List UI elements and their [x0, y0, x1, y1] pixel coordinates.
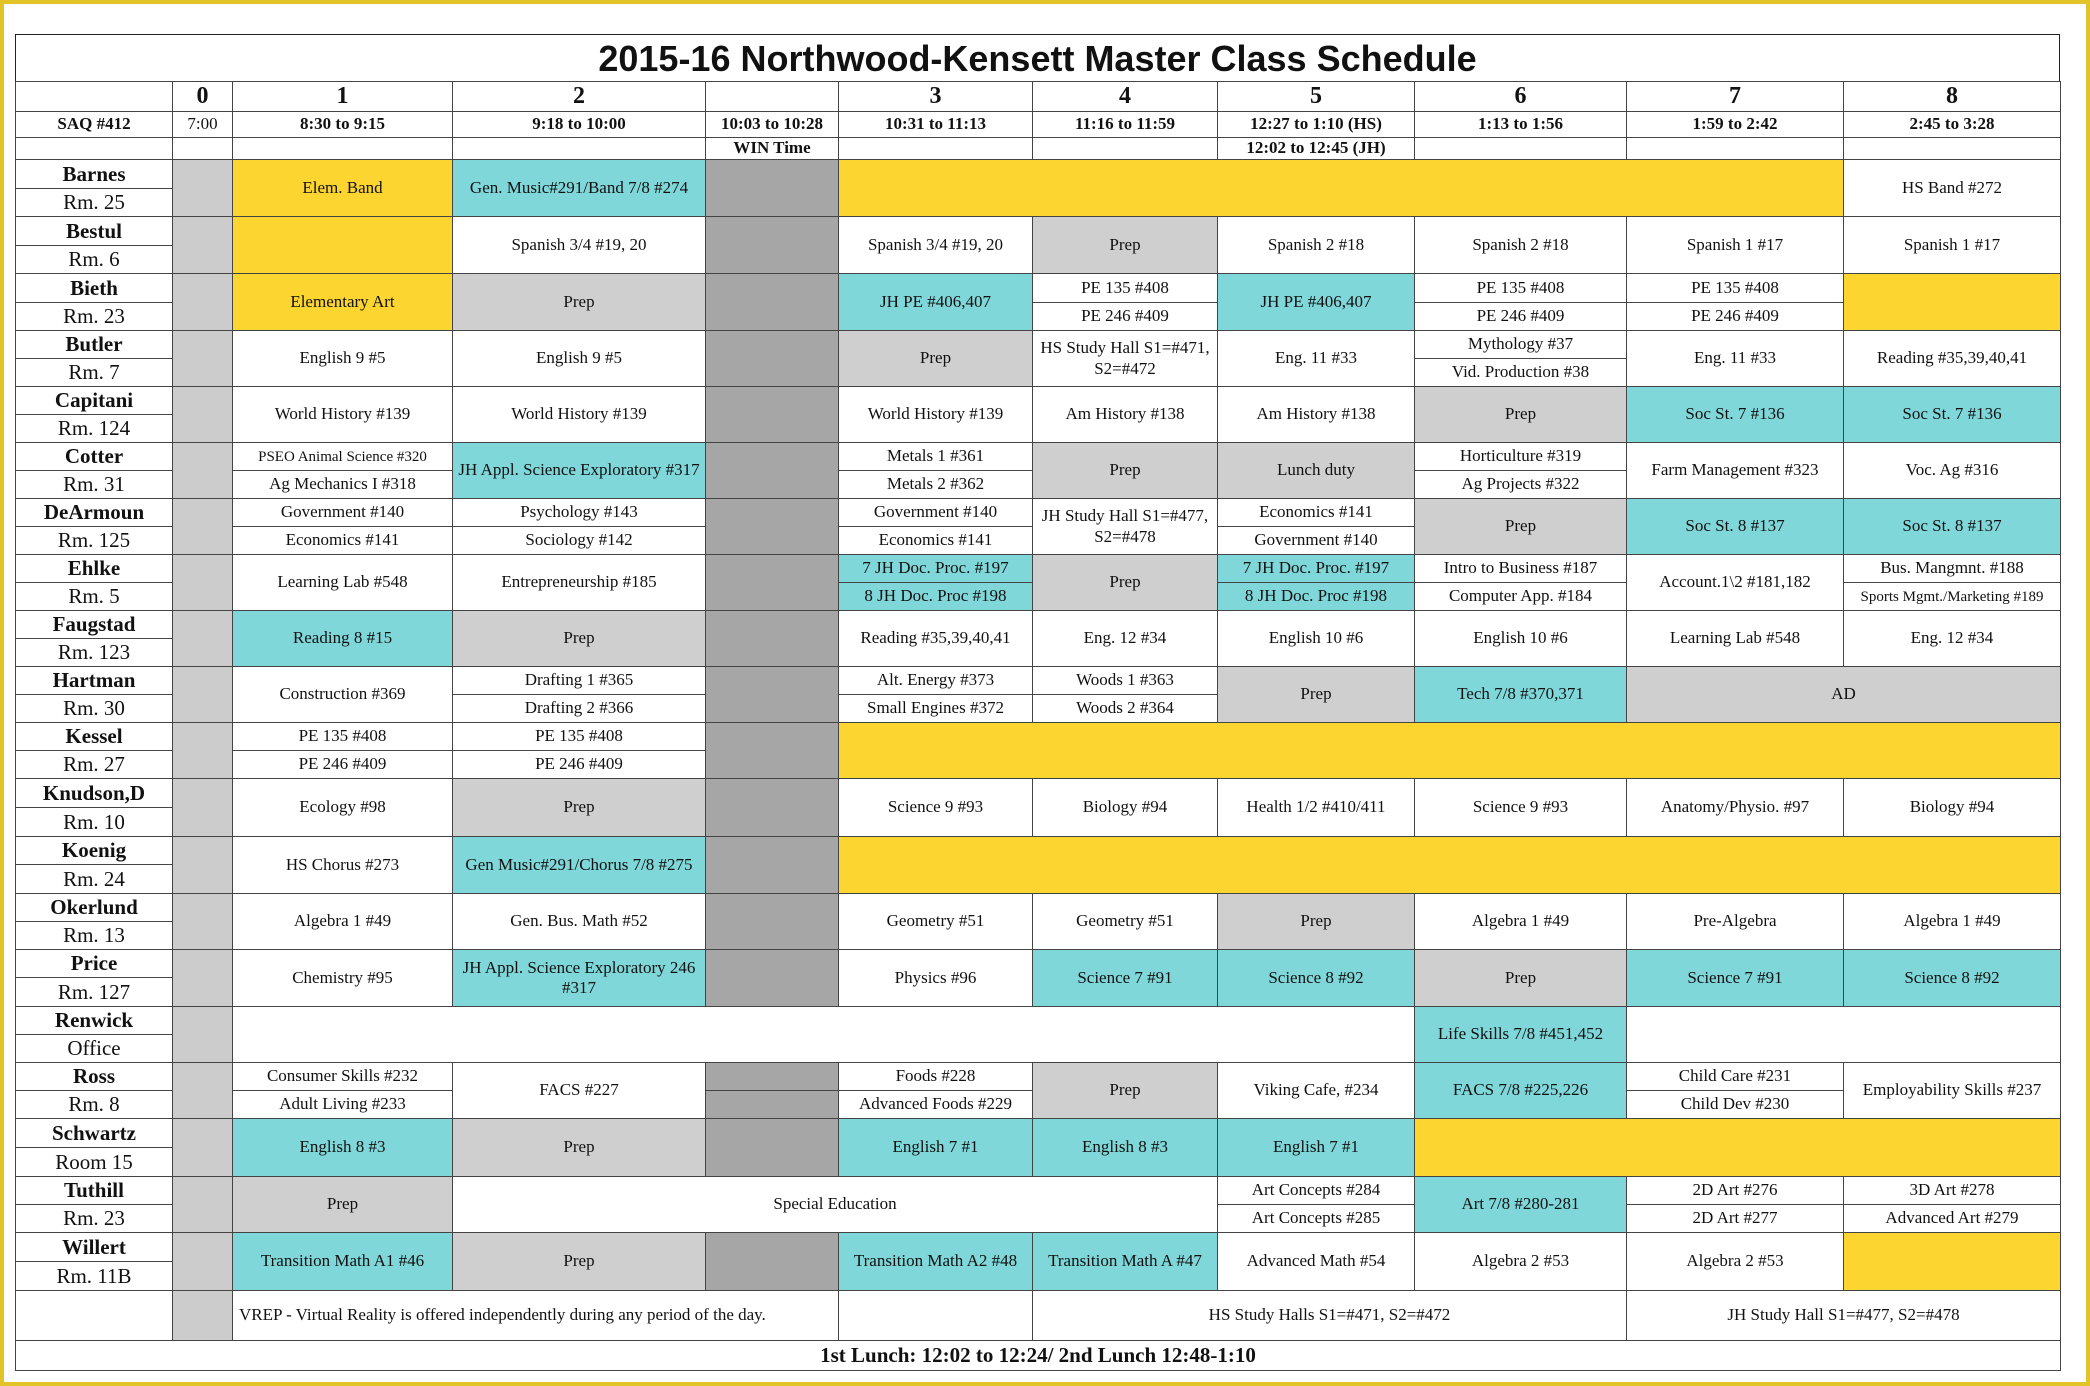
schedule-cell: English 10 #6	[1217, 610, 1415, 667]
schedule-cell: World History #139	[452, 386, 706, 443]
teacher-name: Price	[15, 949, 173, 978]
schedule-cell: Am History #138	[1217, 386, 1415, 443]
schedule-cell: JH Study Hall S1=#477, S2=#478	[1626, 1290, 2061, 1341]
schedule-cell: JH PE #406,407	[1217, 273, 1415, 331]
schedule-cell: English 7 #1	[1217, 1118, 1415, 1177]
schedule-cell: Lunch duty	[1217, 442, 1415, 499]
schedule-cell: HS Study Hall S1=#471, S2=#472	[1032, 330, 1218, 387]
schedule-cell: Ecology #98	[232, 778, 453, 837]
room-label: Room 15	[15, 1147, 173, 1177]
schedule-cell	[705, 778, 839, 837]
schedule-cell: Metals 2 #362	[838, 470, 1033, 499]
schedule-cell: 7:00	[172, 111, 233, 138]
room-label: Rm. 23	[15, 1204, 173, 1233]
schedule-cell: Algebra 1 #49	[232, 893, 453, 950]
schedule-cell	[705, 159, 839, 217]
teacher-name: Bestul	[15, 216, 173, 246]
schedule-cell	[705, 386, 839, 443]
schedule-cell: Government #140	[838, 498, 1033, 527]
schedule-cell	[705, 81, 839, 112]
period-number: 6	[1414, 81, 1627, 112]
period-time: 10:31 to 11:13	[838, 111, 1033, 138]
schedule-cell: Geometry #51	[1032, 893, 1218, 950]
schedule-cell: Special Education	[452, 1176, 1218, 1233]
schedule-cell: Prep	[232, 1176, 453, 1233]
schedule-cell: Geometry #51	[838, 893, 1033, 950]
period-time: 1:59 to 2:42	[1626, 111, 1844, 138]
schedule-cell	[1843, 137, 2061, 160]
room-label: Rm. 6	[15, 245, 173, 274]
teacher-name: Schwartz	[15, 1118, 173, 1148]
schedule-cell: Science 8 #92	[1217, 949, 1415, 1007]
schedule-cell	[172, 836, 233, 894]
schedule-cell: Prep	[452, 778, 706, 837]
schedule-cell: 3D Art #278	[1843, 1176, 2061, 1205]
schedule-cell: Art 7/8 #280-281	[1414, 1176, 1627, 1233]
schedule-cell: Chemistry #95	[232, 949, 453, 1007]
teacher-name: Butler	[15, 330, 173, 359]
schedule-cell: Soc St. 7 #136	[1626, 386, 1844, 443]
schedule-cell: Employability Skills #237	[1843, 1062, 2061, 1119]
schedule-cell: Spanish 1 #17	[1626, 216, 1844, 274]
period-time: 8:30 to 9:15	[232, 111, 453, 138]
teacher-name: Knudson,D	[15, 778, 173, 808]
schedule-cell	[172, 1176, 233, 1233]
schedule-cell: Biology #94	[1032, 778, 1218, 837]
room-label: Rm. 31	[15, 470, 173, 499]
schedule-cell: PE 246 #409	[232, 750, 453, 779]
schedule-cell	[1626, 1006, 2061, 1063]
schedule-cell	[172, 610, 233, 667]
period-number: 7	[1626, 81, 1844, 112]
room-label: Rm. 11B	[15, 1261, 173, 1291]
lunch-footer: 1st Lunch: 12:02 to 12:24/ 2nd Lunch 12:48-1:10	[15, 1340, 2061, 1371]
schedule-cell: Science 9 #93	[1414, 778, 1627, 837]
schedule-cell	[705, 610, 839, 667]
schedule-cell	[172, 330, 233, 387]
schedule-cell: Account.1\2 #181,182	[1626, 554, 1844, 611]
schedule-cell	[232, 216, 453, 274]
schedule-cell	[172, 722, 233, 779]
schedule-cell: World History #139	[232, 386, 453, 443]
schedule-cell: Prep	[1414, 386, 1627, 443]
schedule-cell: Gen Music#291/Chorus 7/8 #275	[452, 836, 706, 894]
teacher-name: Ross	[15, 1062, 173, 1091]
period-time: 12:27 to 1:10 (HS)	[1217, 111, 1415, 138]
schedule-cell: Advanced Foods #229	[838, 1090, 1033, 1119]
schedule-cell: Am History #138	[1032, 386, 1218, 443]
schedule-cell: Advanced Art #279	[1843, 1204, 2061, 1233]
schedule-cell: JH Study Hall S1=#477, S2=#478	[1032, 498, 1218, 555]
schedule-cell: Mythology #37	[1414, 330, 1627, 359]
schedule-cell: Bus. Mangmnt. #188	[1843, 554, 2061, 583]
schedule-cell: Algebra 1 #49	[1414, 893, 1627, 950]
schedule-cell: PE 135 #408	[232, 722, 453, 751]
schedule-cell: PSEO Animal Science #320	[232, 442, 453, 471]
schedule-cell: Consumer Skills #232	[232, 1062, 453, 1091]
schedule-cell: Physics #96	[838, 949, 1033, 1007]
schedule-cell	[705, 836, 839, 894]
schedule-cell	[1626, 137, 1844, 160]
schedule-cell: Soc St. 7 #136	[1843, 386, 2061, 443]
period-time: 9:18 to 10:00	[452, 111, 706, 138]
schedule-cell: Science 7 #91	[1626, 949, 1844, 1007]
schedule-cell: Drafting 2 #366	[452, 694, 706, 723]
schedule-cell: Prep	[1032, 1062, 1218, 1119]
schedule-cell	[232, 137, 453, 160]
schedule-cell: Reading 8 #15	[232, 610, 453, 667]
schedule-cell: Prep	[1032, 216, 1218, 274]
schedule-cell: Gen. Music#291/Band 7/8 #274	[452, 159, 706, 217]
schedule-cell: 2D Art #276	[1626, 1176, 1844, 1205]
schedule-cell: Algebra 1 #49	[1843, 893, 2061, 950]
schedule-cell: Intro to Business #187	[1414, 554, 1627, 583]
schedule-cell: Woods 2 #364	[1032, 694, 1218, 723]
period-time: 12:02 to 12:45 (JH)	[1217, 137, 1415, 160]
period-number: 2	[452, 81, 706, 112]
period-number: 3	[838, 81, 1033, 112]
schedule-cell: English 8 #3	[232, 1118, 453, 1177]
schedule-cell: World History #139	[838, 386, 1033, 443]
room-label: Rm. 27	[15, 750, 173, 779]
teacher-name: Kessel	[15, 722, 173, 751]
schedule-cell	[172, 778, 233, 837]
schedule-cell: Learning Lab #548	[232, 554, 453, 611]
schedule-cell	[1414, 137, 1627, 160]
schedule-cell: 8 JH Doc. Proc #198	[1217, 582, 1415, 611]
schedule-cell: Voc. Ag #316	[1843, 442, 2061, 499]
schedule-cell: Sociology #142	[452, 526, 706, 555]
schedule-cell	[172, 442, 233, 499]
schedule-cell: Elementary Art	[232, 273, 453, 331]
schedule-cell: Spanish 2 #18	[1414, 216, 1627, 274]
schedule-cell	[172, 1232, 233, 1291]
period-time: SAQ #412	[15, 111, 173, 138]
schedule-cell: English 10 #6	[1414, 610, 1627, 667]
teacher-name: Renwick	[15, 1006, 173, 1035]
teacher-name: DeArmoun	[15, 498, 173, 527]
schedule-cell: Psychology #143	[452, 498, 706, 527]
schedule-cell	[705, 442, 839, 499]
schedule-cell	[172, 893, 233, 950]
schedule-cell: Prep	[838, 330, 1033, 387]
period-number: 0	[172, 81, 233, 112]
schedule-cell: Adult Living #233	[232, 1090, 453, 1119]
schedule-cell: 2D Art #277	[1626, 1204, 1844, 1233]
period-number: 1	[232, 81, 453, 112]
schedule-cell: Science 9 #93	[838, 778, 1033, 837]
schedule-cell: English 9 #5	[452, 330, 706, 387]
period-time: 11:16 to 11:59	[1032, 111, 1218, 138]
schedule-cell	[172, 159, 233, 217]
teacher-name: Barnes	[15, 159, 173, 189]
schedule-cell: Economics #141	[232, 526, 453, 555]
schedule-cell	[705, 1232, 839, 1291]
teacher-name: Capitani	[15, 386, 173, 415]
schedule-cell	[172, 949, 233, 1007]
schedule-cell: Foods #228	[838, 1062, 1033, 1091]
schedule-cell	[838, 836, 2061, 894]
schedule-cell: Anatomy/Physio. #97	[1626, 778, 1844, 837]
schedule-cell	[705, 273, 839, 331]
schedule-cell: Computer App. #184	[1414, 582, 1627, 611]
schedule-cell: PE 135 #408	[1414, 273, 1627, 303]
room-label: Rm. 8	[15, 1090, 173, 1119]
schedule-cell: VREP - Virtual Reality is offered independently during any period of the day.	[232, 1290, 839, 1341]
schedule-cell	[172, 137, 233, 160]
schedule-cell: Sports Mgmt./Marketing #189	[1843, 582, 2061, 611]
schedule-cell	[705, 1062, 839, 1091]
schedule-cell: Metals 1 #361	[838, 442, 1033, 471]
schedule-cell	[172, 273, 233, 331]
schedule-cell	[705, 893, 839, 950]
schedule-cell: Life Skills 7/8 #451,452	[1414, 1006, 1627, 1063]
room-label: Rm. 23	[15, 302, 173, 331]
schedule-cell	[172, 1062, 233, 1119]
period-number: 5	[1217, 81, 1415, 112]
teacher-name: Willert	[15, 1232, 173, 1262]
schedule-cell	[705, 949, 839, 1007]
schedule-cell: Eng. 11 #33	[1626, 330, 1844, 387]
schedule-cell: Spanish 3/4 #19, 20	[838, 216, 1033, 274]
period-number: 4	[1032, 81, 1218, 112]
room-label: Rm. 127	[15, 977, 173, 1007]
schedule-cell: Eng. 12 #34	[1032, 610, 1218, 667]
schedule-cell: HS Band #272	[1843, 159, 2061, 217]
schedule-cell	[838, 722, 2061, 779]
schedule-cell: PE 135 #408	[1032, 273, 1218, 303]
schedule-cell: Eng. 11 #33	[1217, 330, 1415, 387]
schedule-cell	[705, 498, 839, 555]
schedule-cell: Prep	[452, 1118, 706, 1177]
schedule-cell: Transition Math A #47	[1032, 1232, 1218, 1291]
schedule-cell: AD	[1626, 666, 2061, 723]
room-label: Rm. 13	[15, 921, 173, 950]
teacher-name: Okerlund	[15, 893, 173, 922]
schedule-cell: Construction #369	[232, 666, 453, 723]
schedule-cell	[705, 1118, 839, 1177]
schedule-cell: Viking Cafe, #234	[1217, 1062, 1415, 1119]
period-time: 2:45 to 3:28	[1843, 111, 2061, 138]
schedule-cell: JH PE #406,407	[838, 273, 1033, 331]
schedule-cell	[838, 159, 1844, 217]
schedule-cell: Gen. Bus. Math #52	[452, 893, 706, 950]
teacher-name: Koenig	[15, 836, 173, 865]
period-number: 8	[1843, 81, 2061, 112]
teacher-name: Cotter	[15, 442, 173, 471]
schedule-cell: Child Care #231	[1626, 1062, 1844, 1091]
schedule-cell	[172, 386, 233, 443]
schedule-cell: Pre-Algebra	[1626, 893, 1844, 950]
schedule-cell: Spanish 2 #18	[1217, 216, 1415, 274]
room-label: Rm. 124	[15, 414, 173, 443]
schedule-cell: PE 135 #408	[1626, 273, 1844, 303]
schedule-cell: Algebra 2 #53	[1626, 1232, 1844, 1291]
schedule-cell: PE 246 #409	[452, 750, 706, 779]
schedule-cell: Ag Mechanics I #318	[232, 470, 453, 499]
schedule-cell	[15, 1290, 173, 1341]
schedule-cell: English 8 #3	[1032, 1118, 1218, 1177]
schedule-cell: Biology #94	[1843, 778, 2061, 837]
schedule-cell: HS Chorus #273	[232, 836, 453, 894]
schedule-cell: Ag Projects #322	[1414, 470, 1627, 499]
schedule-cell: Prep	[1414, 498, 1627, 555]
schedule-cell: Science 7 #91	[1032, 949, 1218, 1007]
schedule-cell: Advanced Math #54	[1217, 1232, 1415, 1291]
schedule-cell	[705, 216, 839, 274]
schedule-cell: Economics #141	[1217, 498, 1415, 527]
schedule-cell: Tech 7/8 #370,371	[1414, 666, 1627, 723]
schedule-cell: Science 8 #92	[1843, 949, 2061, 1007]
room-label: Rm. 125	[15, 526, 173, 555]
schedule-cell: Algebra 2 #53	[1414, 1232, 1627, 1291]
teacher-name: Hartman	[15, 666, 173, 695]
schedule-cell: Transition Math A2 #48	[838, 1232, 1033, 1291]
schedule-cell: Alt. Energy #373	[838, 666, 1033, 695]
schedule-cell: Prep	[452, 273, 706, 331]
schedule-cell: Entrepreneurship #185	[452, 554, 706, 611]
schedule-cell	[705, 1090, 839, 1119]
schedule-cell	[705, 330, 839, 387]
schedule-cell	[172, 1006, 233, 1063]
schedule-cell: Prep	[1032, 554, 1218, 611]
schedule-cell: Drafting 1 #365	[452, 666, 706, 695]
schedule-cell	[705, 554, 839, 611]
schedule-cell	[705, 722, 839, 779]
schedule-cell: Prep	[1414, 949, 1627, 1007]
schedule-cell: Government #140	[1217, 526, 1415, 555]
schedule-cell	[705, 666, 839, 723]
schedule-cell: JH Appl. Science Exploratory 246 #317	[452, 949, 706, 1007]
schedule-cell	[1414, 1118, 2061, 1177]
schedule-cell	[172, 1118, 233, 1177]
schedule-cell: Learning Lab #548	[1626, 610, 1844, 667]
room-label: Rm. 10	[15, 807, 173, 837]
schedule-cell	[1843, 273, 2061, 331]
period-time: 10:03 to 10:28	[705, 111, 839, 138]
schedule-cell: 7 JH Doc. Proc. #197	[838, 554, 1033, 583]
schedule-cell	[232, 1006, 1415, 1063]
schedule-cell	[15, 137, 173, 160]
teacher-name: Bieth	[15, 273, 173, 303]
schedule-cell: FACS 7/8 #225,226	[1414, 1062, 1627, 1119]
schedule-cell	[172, 498, 233, 555]
schedule-cell: Government #140	[232, 498, 453, 527]
schedule-cell	[452, 137, 706, 160]
room-label: Rm. 25	[15, 188, 173, 217]
schedule-cell: Soc St. 8 #137	[1843, 498, 2061, 555]
schedule-cell: Soc St. 8 #137	[1626, 498, 1844, 555]
schedule-cell: HS Study Halls S1=#471, S2=#472	[1032, 1290, 1627, 1341]
teacher-name: Faugstad	[15, 610, 173, 639]
schedule-cell: Farm Management #323	[1626, 442, 1844, 499]
schedule-cell: Woods 1 #363	[1032, 666, 1218, 695]
schedule-cell: 7 JH Doc. Proc. #197	[1217, 554, 1415, 583]
period-time: 1:13 to 1:56	[1414, 111, 1627, 138]
schedule-cell	[172, 1290, 233, 1341]
schedule-cell	[172, 216, 233, 274]
page-title: 2015-16 Northwood-Kensett Master Class Schedule	[15, 34, 2060, 81]
schedule-cell: English 7 #1	[838, 1118, 1033, 1177]
schedule-cell: PE 246 #409	[1414, 302, 1627, 331]
schedule-cell: English 9 #5	[232, 330, 453, 387]
schedule-cell	[15, 81, 173, 112]
schedule-cell	[1843, 1232, 2061, 1291]
room-label: Office	[15, 1034, 173, 1063]
schedule-cell: Prep	[452, 610, 706, 667]
schedule-cell: Art Concepts #285	[1217, 1204, 1415, 1233]
room-label: Rm. 5	[15, 582, 173, 611]
schedule-cell: 8 JH Doc. Proc #198	[838, 582, 1033, 611]
teacher-name: Tuthill	[15, 1176, 173, 1205]
room-label: Rm. 30	[15, 694, 173, 723]
schedule-cell: Spanish 3/4 #19, 20	[452, 216, 706, 274]
schedule-cell: Transition Math A1 #46	[232, 1232, 453, 1291]
schedule-cell	[172, 554, 233, 611]
schedule-cell: Spanish 1 #17	[1843, 216, 2061, 274]
room-label: Rm. 123	[15, 638, 173, 667]
schedule-cell: Art Concepts #284	[1217, 1176, 1415, 1205]
schedule-cell: Reading #35,39,40,41	[838, 610, 1033, 667]
schedule-cell: Vid. Production #38	[1414, 358, 1627, 387]
schedule-cell: Prep	[1217, 893, 1415, 950]
schedule-cell: Health 1/2 #410/411	[1217, 778, 1415, 837]
schedule-cell	[838, 1290, 1033, 1341]
schedule-cell: Eng. 12 #34	[1843, 610, 2061, 667]
teacher-name: Ehlke	[15, 554, 173, 583]
schedule-cell: Horticulture #319	[1414, 442, 1627, 471]
schedule-cell: Reading #35,39,40,41	[1843, 330, 2061, 387]
schedule-cell: Prep	[1032, 442, 1218, 499]
schedule-cell: PE 246 #409	[1032, 302, 1218, 331]
schedule-cell: Small Engines #372	[838, 694, 1033, 723]
schedule-cell	[1032, 137, 1218, 160]
schedule-cell: Elem. Band	[232, 159, 453, 217]
schedule-cell: JH Appl. Science Exploratory #317	[452, 442, 706, 499]
schedule-cell	[838, 137, 1033, 160]
schedule-cell: Economics #141	[838, 526, 1033, 555]
schedule-cell: Child Dev #230	[1626, 1090, 1844, 1119]
room-label: Rm. 7	[15, 358, 173, 387]
schedule-cell: FACS #227	[452, 1062, 706, 1119]
room-label: Rm. 24	[15, 864, 173, 894]
schedule-cell	[172, 666, 233, 723]
schedule-cell: Prep	[1217, 666, 1415, 723]
schedule-cell: PE 135 #408	[452, 722, 706, 751]
period-time: WIN Time	[705, 137, 839, 160]
schedule-cell: Prep	[452, 1232, 706, 1291]
schedule-cell: PE 246 #409	[1626, 302, 1844, 331]
